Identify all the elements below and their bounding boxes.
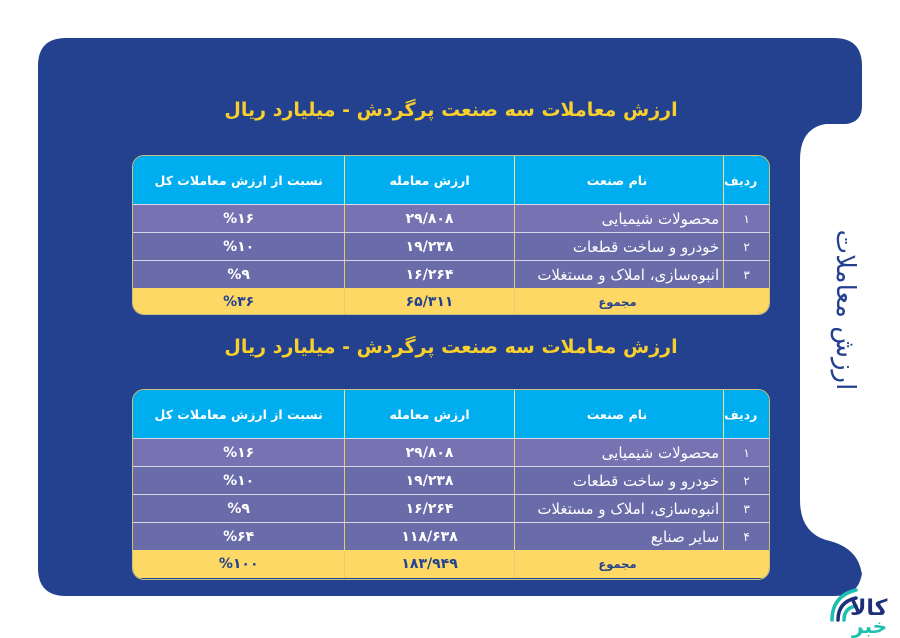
table-row bbox=[133, 232, 769, 260]
row-index: ۳ bbox=[743, 501, 750, 516]
table-total-row bbox=[133, 550, 769, 578]
row-industry: خودرو و ساخت قطعات bbox=[515, 233, 724, 260]
header-share: نسبت از ارزش معاملات کل bbox=[133, 390, 345, 438]
row-value: ۱۶/۲۶۴ bbox=[345, 261, 514, 288]
side-label: ارزش معاملات bbox=[830, 229, 860, 391]
row-share: %۶۴ bbox=[133, 523, 345, 550]
table-row bbox=[133, 522, 769, 550]
row-share: %۱۶ bbox=[133, 205, 345, 232]
total-label: مجموع bbox=[598, 557, 637, 571]
row-value: ۲۹/۸۰۸ bbox=[345, 439, 514, 466]
header-value: ارزش معامله bbox=[345, 156, 514, 204]
row-share: %۱۶ bbox=[133, 439, 345, 466]
header-index: ردیف bbox=[724, 172, 758, 188]
row-share: %۱۰ bbox=[133, 467, 345, 494]
row-value: ۱۶/۲۶۴ bbox=[345, 495, 514, 522]
row-share: %۹ bbox=[133, 261, 345, 288]
row-index: ۱ bbox=[743, 445, 750, 460]
table-total-row bbox=[133, 288, 769, 315]
row-value: ۱۹/۲۳۸ bbox=[345, 467, 514, 494]
row-share: %۹ bbox=[133, 495, 345, 522]
row-industry: انبوه‌سازی، املاک و مستغلات bbox=[515, 495, 724, 522]
table-row bbox=[133, 494, 769, 522]
total-label: مجموع bbox=[598, 295, 637, 309]
row-industry: خودرو و ساخت قطعات bbox=[515, 467, 724, 494]
row-share: %۱۰ bbox=[133, 233, 345, 260]
row-value: ۲۹/۸۰۸ bbox=[345, 205, 514, 232]
row-industry: سایر صنایع bbox=[515, 523, 724, 550]
header-value: ارزش معامله bbox=[345, 390, 514, 438]
table-row bbox=[133, 438, 769, 466]
total-index-spacer bbox=[724, 550, 769, 578]
row-index: ۴ bbox=[743, 529, 750, 544]
total-value: ۱۸۳/۹۴۹ bbox=[345, 550, 514, 578]
table-2 bbox=[132, 389, 770, 580]
row-value: ۱۹/۲۳۸ bbox=[345, 233, 514, 260]
row-industry: انبوه‌سازی، املاک و مستغلات bbox=[515, 261, 724, 288]
total-index-spacer bbox=[724, 288, 769, 315]
header-industry: نام صنعت bbox=[515, 390, 724, 438]
row-index: ۲ bbox=[743, 473, 750, 488]
table-1-title: ارزش معاملات سه صنعت پرگردش - میلیارد ریال bbox=[224, 99, 678, 121]
table-row bbox=[133, 466, 769, 494]
row-index: ۱ bbox=[743, 211, 750, 226]
row-value: ۱۱۸/۶۳۸ bbox=[345, 523, 514, 550]
total-value: ۶۵/۳۱۱ bbox=[345, 288, 514, 315]
header-industry: نام صنعت bbox=[515, 156, 724, 204]
table-row bbox=[133, 260, 769, 288]
row-index: ۲ bbox=[743, 239, 750, 254]
header-index: ردیف bbox=[724, 406, 758, 422]
table-2-title: ارزش معاملات سه صنعت پرگردش - میلیارد ریال bbox=[224, 336, 678, 358]
row-industry: محصولات شیمیایی bbox=[515, 205, 724, 232]
logo-top-word: کالا bbox=[850, 596, 888, 621]
total-share: %۱۰۰ bbox=[133, 550, 345, 578]
table-header-row bbox=[133, 390, 769, 438]
table-header-row bbox=[133, 156, 769, 204]
logo bbox=[826, 574, 900, 636]
logo-bottom-word: خبر bbox=[852, 614, 888, 638]
total-share: %۳۶ bbox=[133, 288, 345, 315]
table-row bbox=[133, 204, 769, 232]
table-1 bbox=[132, 155, 770, 315]
header-share: نسبت از ارزش معاملات کل bbox=[133, 156, 345, 204]
row-industry: محصولات شیمیایی bbox=[515, 439, 724, 466]
row-index: ۳ bbox=[743, 267, 750, 282]
